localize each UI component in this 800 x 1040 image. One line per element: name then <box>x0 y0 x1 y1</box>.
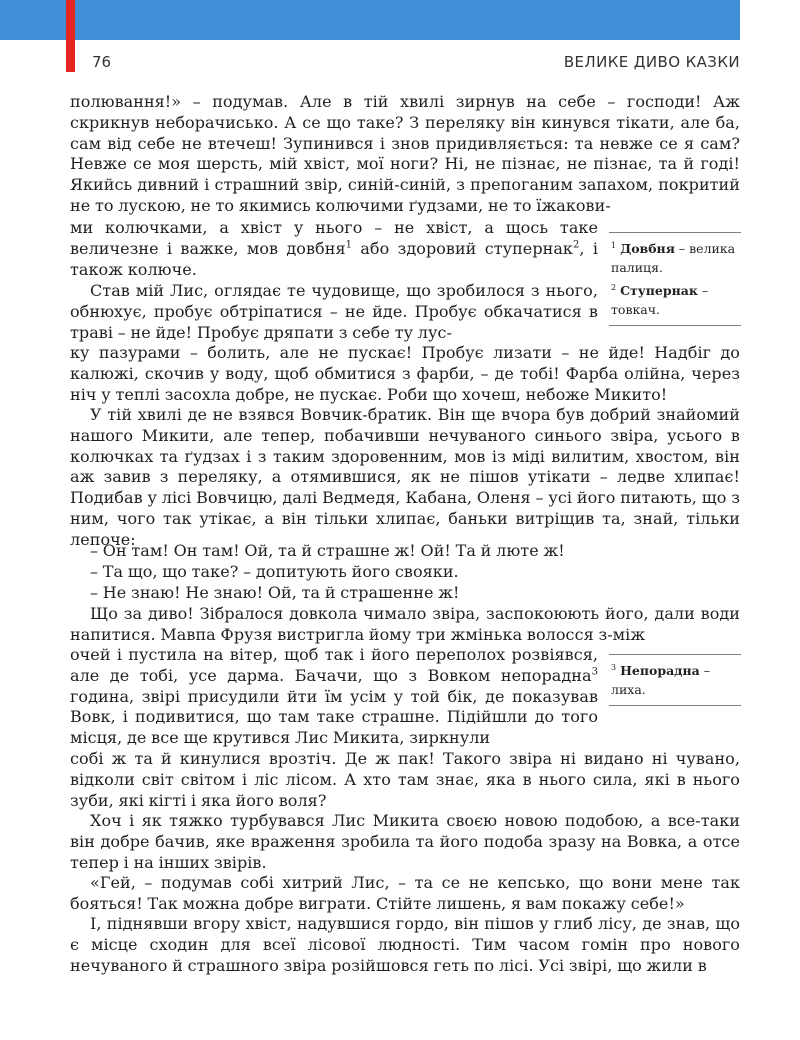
footnote-ref: 3 <box>591 666 598 678</box>
page-number: 76 <box>92 53 112 71</box>
footnote-ref: 1 <box>345 239 353 251</box>
dialogue-line: – Он там! Он там! Ой, та й страшне ж! Ой! Та й люте ж! <box>90 541 565 560</box>
page-edge-marker <box>66 0 75 72</box>
footnote: $^2$ Ступернак – товкач. <box>611 282 709 317</box>
footnote-box <box>609 654 741 706</box>
paragraph: Став мій Лис, оглядає те чудовище, що зробилося з нього, обнюхує, пробує обтріпатися – не йде. Пробує обкачатися в траві – не йде! Пробує дряпати з себе ту лус- <box>70 281 598 342</box>
paragraph: У тій хвилі де не взявся Вовчик-братик. Він ще вчора був добрий знайомий нашого Микити, але тепер, побачивши нечуваного синього звіра, усього в колючках та ґудзах і з таким здоровенним, мов із міді вилитим, хвостом, він аж завив з переляку, а отямившися, як не пішов утікати – ледве хлипає! Подибав у лісі Вовчицю, далі Ведмедя, Кабана, Оленя – усі його питають, що з ним, чого так утікає, а він тільки хлипає, баньки витріщив та, знай, тільки лепоче: <box>70 405 740 549</box>
dialogue-line: – Не знаю! Не знаю! Ой, та й страшенне ж! <box>90 583 460 602</box>
paragraph: очей і пустила на вітер, щоб так і його переполох розвіявся, але де тобі, усе дарма. Бачачи, що з Вовком непорадна$^3$ година, звірі присудили йти їм усім у той бік, де показував Вовк, і подивитися, що там таке страшне. Підійшли до того місця, де все ще крутився Лис Микита, зиркнули <box>70 645 598 748</box>
paragraph: «Гей, – подумав собі хитрий Лис, – та се не кепсько, що вони мене так бояться! Так можна добре виграти. Стійте лишень, я вам покажу себе!» <box>70 873 740 913</box>
paragraph: І, піднявши вгору хвіст, надувшися гордо, він пішов у глиб лісу, де знав, що є місце сходин для всеї лісової людності. Тим часом гомін про нового нечуваного й страшного звіра розійшовся геть по лісі. Усі звірі, що жили в <box>70 914 740 975</box>
footnote-box <box>609 232 741 326</box>
paragraph: ми колючками, а хвіст у нього – не хвіст, а щось таке величезне і важке, мов довбня$^1$ або здоровий ступернак$^2$, і також колюче. <box>70 218 598 279</box>
paragraph: Що за диво! Зібралося довкола чимало звіра, заспокоюють його, дали води напитися. Мавпа Фрузя вистригла йому три жмінька волосся з-між <box>70 604 740 644</box>
paragraph: полювання!» – подумав. Але в тій хвилі зирнув на себе – господи! Аж скрикнув неборачисько. А се що таке? З переляку він кинувся тікати, але ба, сам від себе не втечеш! Зупинився і знов придивляється: та невже се я сам? Невже се моя шерсть, мій хвіст, мої ноги? Ні, не пізнає, не пізнає, та й годі! Якийсь дивний і страшний звір, синій-синій, з препоганим запахом, покритий не то лускою, не то якимись колючими ґудзами, не то їжакови- <box>70 92 740 215</box>
footnote-ref: 2 <box>572 239 580 251</box>
header-band <box>0 0 740 40</box>
paragraph: ку пазурами – болить, але не пускає! Пробує лизати – не йде! Надбіг до калюжі, скочив у воду, щоб обмитися з фарби, – де тобі! Фарба олійна, через ніч у теплі засохла добре, не пускає. Роби що хочеш, небоже Микито! <box>70 343 740 404</box>
paragraph: собі ж та й кинулися врозтіч. Де ж пак! Такого звіра ні видано ні чувано, відколи світ світом і ліс лісом. А хто там знає, яка в нього сила, які в нього зуби, які кігті і яка його воля? <box>70 749 740 810</box>
running-head: ВЕЛИКЕ ДИВО КАЗКИ <box>563 53 740 71</box>
dialogue-line: – Та що, що таке? – допитують його свояки. <box>90 562 459 581</box>
footnote: $^3$ Непорадна – лиха. <box>611 662 710 697</box>
footnote: $^1$ Довбня – велика палиця. <box>611 240 736 275</box>
paragraph: Хоч і як тяжко турбувався Лис Микита своєю новою подобою, а все-таки він добре бачив, яке враження зробила та його подоба зразу на Вовка, а отсе тепер і на інших звірів. <box>70 811 740 872</box>
